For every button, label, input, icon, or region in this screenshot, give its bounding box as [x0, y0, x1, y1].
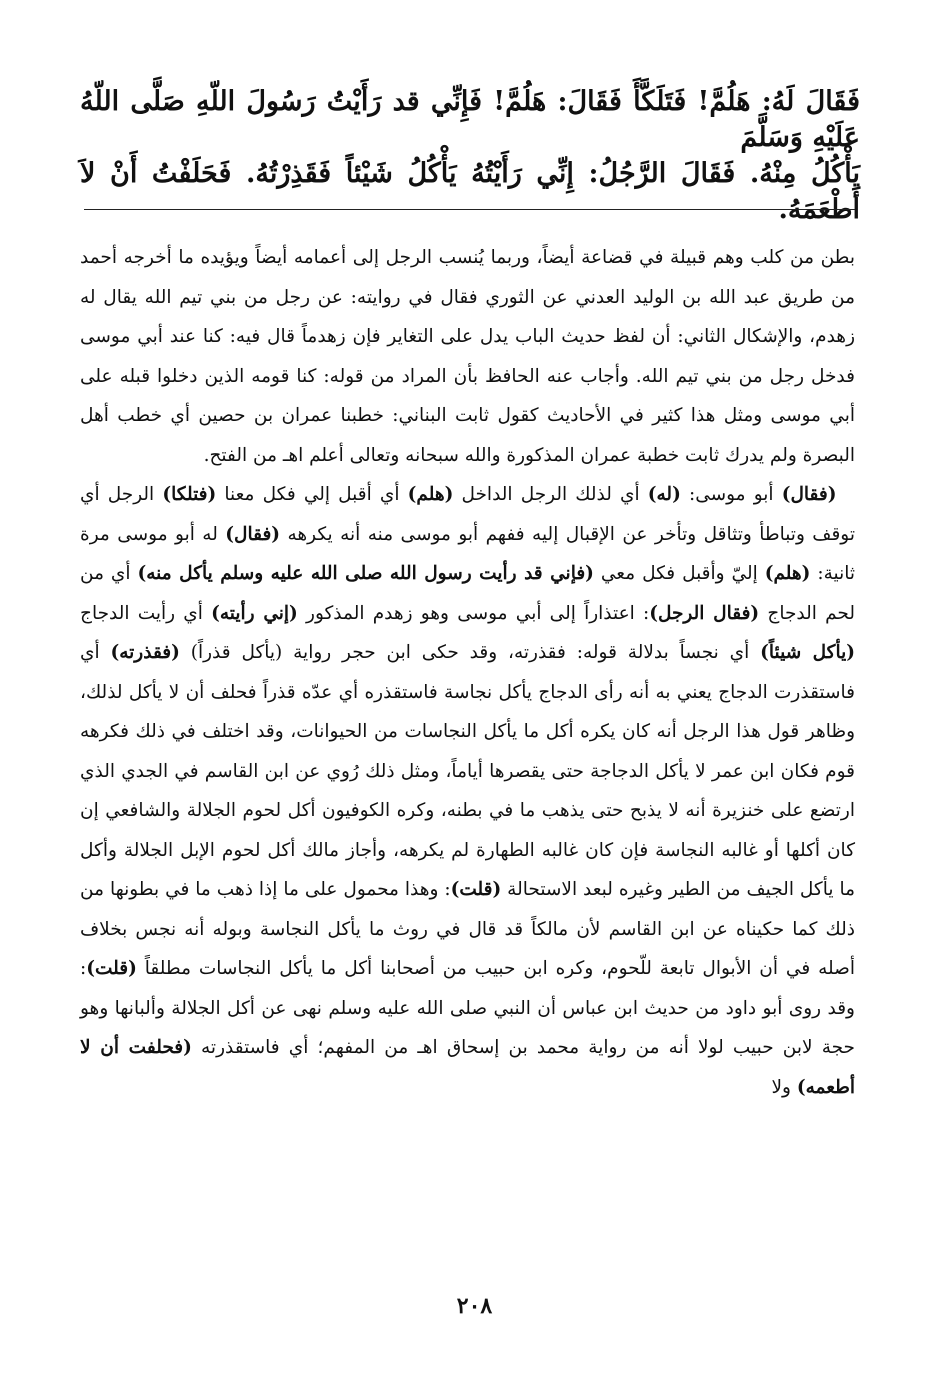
quoted-term: (فتلكا)	[162, 484, 217, 505]
quoted-term: (هلم)	[764, 563, 811, 584]
commentary-segment: أي فاستقذرت الدجاج يعني به أنه رأى الدجاج يأكل نجاسة فاستقذره أي عدّه قذراً فحلف أن لا يأكل لذلك، وظاهر قول هذا الرجل أنه كان يكره أكل ما يأكل النجاسات من الحيوانات، وقد اختلف في ذلك فكرهه قوم فكان ابن عمر لا يأكل الدجاجة حتى يقصرها أياماً، ومثل ذلك رُوي عن ابن القاسم في الجدي الذي ارتضع على خنزيرة أنه لا يذبح حتى يذهب ما في بطنه، وكره الكوفيون أكل لحوم الجلالة والشافعي إن كان أكلها أو غالبه النجاسة فإن كان غالبه الطهارة لم يكرهه، وأجاز مالك أكل لحوم الإبل الجلالة وأكل ما يأكل الجيف من الطير وغيره لبعد الاستحالة	[80, 642, 855, 900]
quoted-term: (فإني قد رأيت رسول الله صلى الله عليه وسلم يأكل منه)	[137, 563, 594, 584]
quoted-term: (له)	[647, 484, 681, 505]
commentary-segment: أي أقبل إلي فكل معنا	[216, 484, 408, 505]
commentary-segment: : اعتذاراً إلى أبي موسى وهو زهدم المذكور	[297, 602, 650, 624]
hadith-line: يَأْكُلُ مِنْهُ. فَقَالَ الرَّجُلُ: إِنِّي رَأَيْتُهُ يَأْكُلُ شَيْئاً فَقَذِرْتُهُ. فَحَلَفْتُ أَنْ لاَ أَطْعَمَهُ.	[80, 158, 860, 225]
commentary-segment: : وهذا محمول على ما إذا ذهب ما في بطونها من ذلك كما حكيناه عن ابن القاسم لأن مالكاً قد قال في روث ما يأكل النجاسة وبوله أنه نجس بخلاف أصله في أن الأبوال تابعة للّحوم، وكره ابن حبيب من أصحابنا أكل ما يأكل النجاسات مطلقاً	[80, 879, 855, 979]
commentary-paragraph: بطن من كلب وهم قبيلة في قضاعة أيضاً، وربما يُنسب الرجل إلى أعمامه أيضاً ويؤيده ما أخرجه أحمد من طريق عبد الله بن الوليد العدني عن الثوري فقال في روايته: عن رجل من بني تيم الله يقال له زهدم، والإشكال الثاني: أن لفظ حديث الباب يدل على التغاير فإن زهدماً قال فيه: كنا عند أبي موسى فدخل رجل من بني تيم الله. وأجاب عنه الحافظ بأن المراد من قوله: كنا قومه الذين دخلوا قبله على أبي موسى ومثل هذا كثير في الأحاديث كقول ثابت البناني: خطبنا عمران بن حصين أي خطب أهل البصرة ولم يدرك ثابت خطبة عمران المذكورة والله سبحانه وتعالى أعلم اهـ من الفتح.	[80, 247, 855, 466]
commentary-segment: أي رأيت الدجاج	[80, 602, 212, 624]
commentary-paragraph	[80, 475, 855, 1107]
quoted-term: (فقال)	[225, 523, 281, 545]
commentary-text	[80, 238, 855, 1107]
quoted-term: (قلت)	[86, 958, 137, 979]
footnote-divider	[84, 209, 855, 210]
commentary-segment: أي نجساً بدلالة قوله: فقذرته، وقد حكى ابن حجر رواية (يأكل قذراً)	[179, 642, 761, 663]
commentary-segment: ولا	[771, 1076, 797, 1098]
quoted-term: (فقال)	[781, 484, 837, 505]
commentary-segment: أي من لحم الدجاج	[80, 563, 855, 624]
hadith-text	[80, 84, 860, 228]
quoted-term: (فقذرته)	[110, 642, 180, 663]
commentary-segment: أي لذلك الرجل الداخل	[453, 484, 648, 505]
commentary-segment: : وقد روى أبو داود من حديث ابن عباس أن النبي صلى الله عليه وسلم نهى عن أكل الجلالة وألبانها وهو حجة لابن حبيب لولا أنه من رواية محمد بن إسحاق اهـ من المفهم؛ أي فاستقذرته	[80, 958, 855, 1058]
commentary-segment: أبو موسى:	[680, 484, 782, 505]
quoted-term: (قلت)	[450, 879, 502, 900]
hadith-line: فَقَالَ لَهُ: هَلُمَّ! فَتَلَكَّأَ فَقَالَ: هَلُمَّ! فَإِنِّي قد رَأَيْتُ رَسُولَ اللّهِ صَلَّى اللّهُ عَلَيْهِ وَسَلَّمَ	[80, 86, 860, 153]
page-number: ٢٠٨	[456, 1293, 493, 1319]
quoted-term: (يأكل شيئاً)	[760, 642, 855, 663]
quoted-term: (فقال الرجل)	[649, 602, 760, 624]
commentary-segment: الرجل أي توقف وتباطأ وتثاقل وتأخر عن الإقبال إليه ففهم أبو موسى منه أنه يكرهه	[80, 484, 855, 545]
quoted-term: (هلم)	[407, 484, 454, 505]
commentary-segment: له أبو موسى مرة ثانية:	[80, 523, 856, 584]
commentary-segment: إليّ وأقبل فكل معي	[593, 563, 765, 584]
quoted-term: (إني رأيته)	[211, 602, 298, 624]
quoted-term: (فحلفت أن لا أطعمه)	[80, 1037, 855, 1098]
